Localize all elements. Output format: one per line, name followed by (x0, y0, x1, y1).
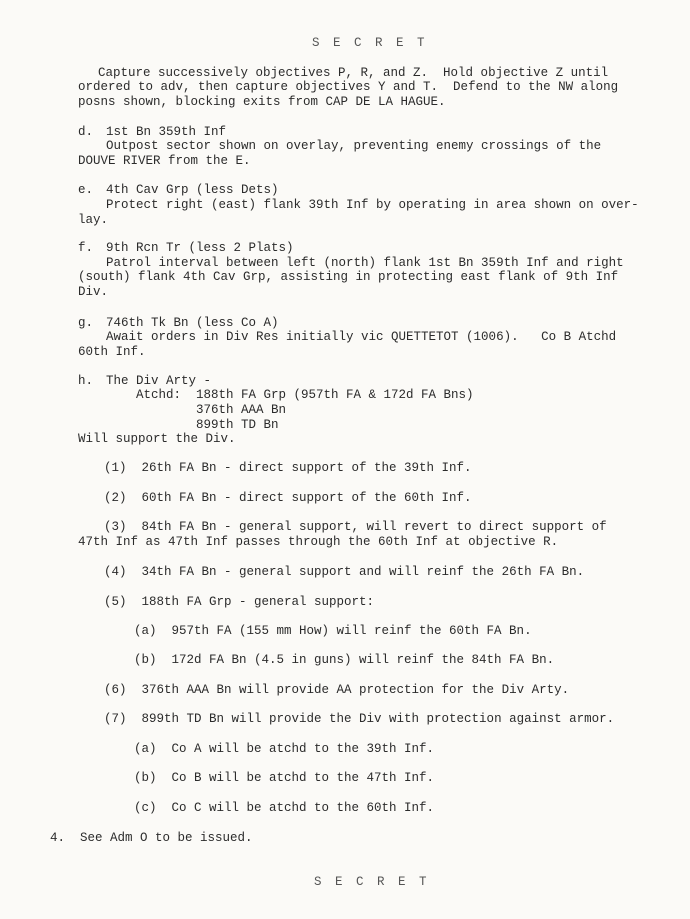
para-c-line-2: ordered to adv, then capture objectives Y and T. Defend to the NW along (78, 80, 619, 94)
list-item-7c: (c) Co C will be atchd to the 60th Inf. (134, 801, 435, 815)
list-item-7b: (b) Co B will be atchd to the 47th Inf. (134, 771, 435, 785)
para-h-atchd-1: 188th FA Grp (957th FA & 172d FA Bns) (196, 388, 474, 402)
para-d-label: d. (78, 125, 94, 139)
para-4-label: 4. (50, 831, 66, 845)
para-h-support: Will support the Div. (78, 432, 236, 446)
list-item-3-continuation: 47th Inf as 47th Inf passes through the 60th Inf at objective R. (78, 535, 559, 549)
para-4-text: See Adm O to be issued. (80, 831, 253, 845)
list-item-6: (6) 376th AAA Bn will provide AA protection for the Div Arty. (104, 683, 570, 697)
para-g-heading: 746th Tk Bn (less Co A) (106, 316, 279, 330)
list-item-4: (4) 34th FA Bn - general support and will reinf the 26th FA Bn. (104, 565, 585, 579)
para-e-line-1: Protect right (east) flank 39th Inf by operating in area shown on over- (106, 198, 639, 212)
para-g-line-2: 60th Inf. (78, 345, 146, 359)
para-g-label: g. (78, 316, 94, 330)
list-item-1: (1) 26th FA Bn - direct support of the 39th Inf. (104, 461, 472, 475)
footer-classification: S E C R E T (314, 875, 430, 889)
para-e-label: e. (78, 183, 94, 197)
list-item-5a: (a) 957th FA (155 mm How) will reinf the 60th FA Bn. (134, 624, 532, 638)
para-f-line-2: (south) flank 4th Cav Grp, assisting in protecting east flank of 9th Inf (78, 270, 619, 284)
para-d-heading: 1st Bn 359th Inf (106, 125, 227, 139)
list-item-5b: (b) 172d FA Bn (4.5 in guns) will reinf the 84th FA Bn. (134, 653, 555, 667)
para-h-atchd-label: Atchd: (136, 388, 182, 402)
para-h-atchd-2: 376th AAA Bn (196, 403, 287, 417)
list-item-7a: (a) Co A will be atchd to the 39th Inf. (134, 742, 435, 756)
para-e-line-2: lay. (78, 213, 109, 227)
para-f-line-3: Div. (78, 285, 109, 299)
para-e-heading: 4th Cav Grp (less Dets) (106, 183, 279, 197)
para-c-line-3: posns shown, blocking exits from CAP DE LA HAGUE. (78, 95, 446, 109)
para-h-atchd-3: 899th TD Bn (196, 418, 279, 432)
para-g-line-1: Await orders in Div Res initially vic QUETTETOT (1006). Co B Atchd (106, 330, 617, 344)
para-f-label: f. (78, 241, 94, 255)
para-h-label: h. (78, 374, 94, 388)
list-item-5: (5) 188th FA Grp - general support: (104, 595, 375, 609)
para-f-line-1: Patrol interval between left (north) flank 1st Bn 359th Inf and right (106, 256, 624, 270)
list-item-3: (3) 84th FA Bn - general support, will revert to direct support of (104, 520, 607, 534)
header-classification: S E C R E T (312, 36, 428, 50)
list-item-7: (7) 899th TD Bn will provide the Div with protection against armor. (104, 712, 615, 726)
para-d-line-1: Outpost sector shown on overlay, preventing enemy crossings of the (106, 139, 602, 153)
para-d-line-2: DOUVE RIVER from the E. (78, 154, 251, 168)
para-h-heading: The Div Arty - (106, 374, 212, 388)
list-item-2: (2) 60th FA Bn - direct support of the 60th Inf. (104, 491, 472, 505)
para-f-heading: 9th Rcn Tr (less 2 Plats) (106, 241, 294, 255)
para-c-line-1: Capture successively objectives P, R, and Z. Hold objective Z until (98, 66, 609, 80)
